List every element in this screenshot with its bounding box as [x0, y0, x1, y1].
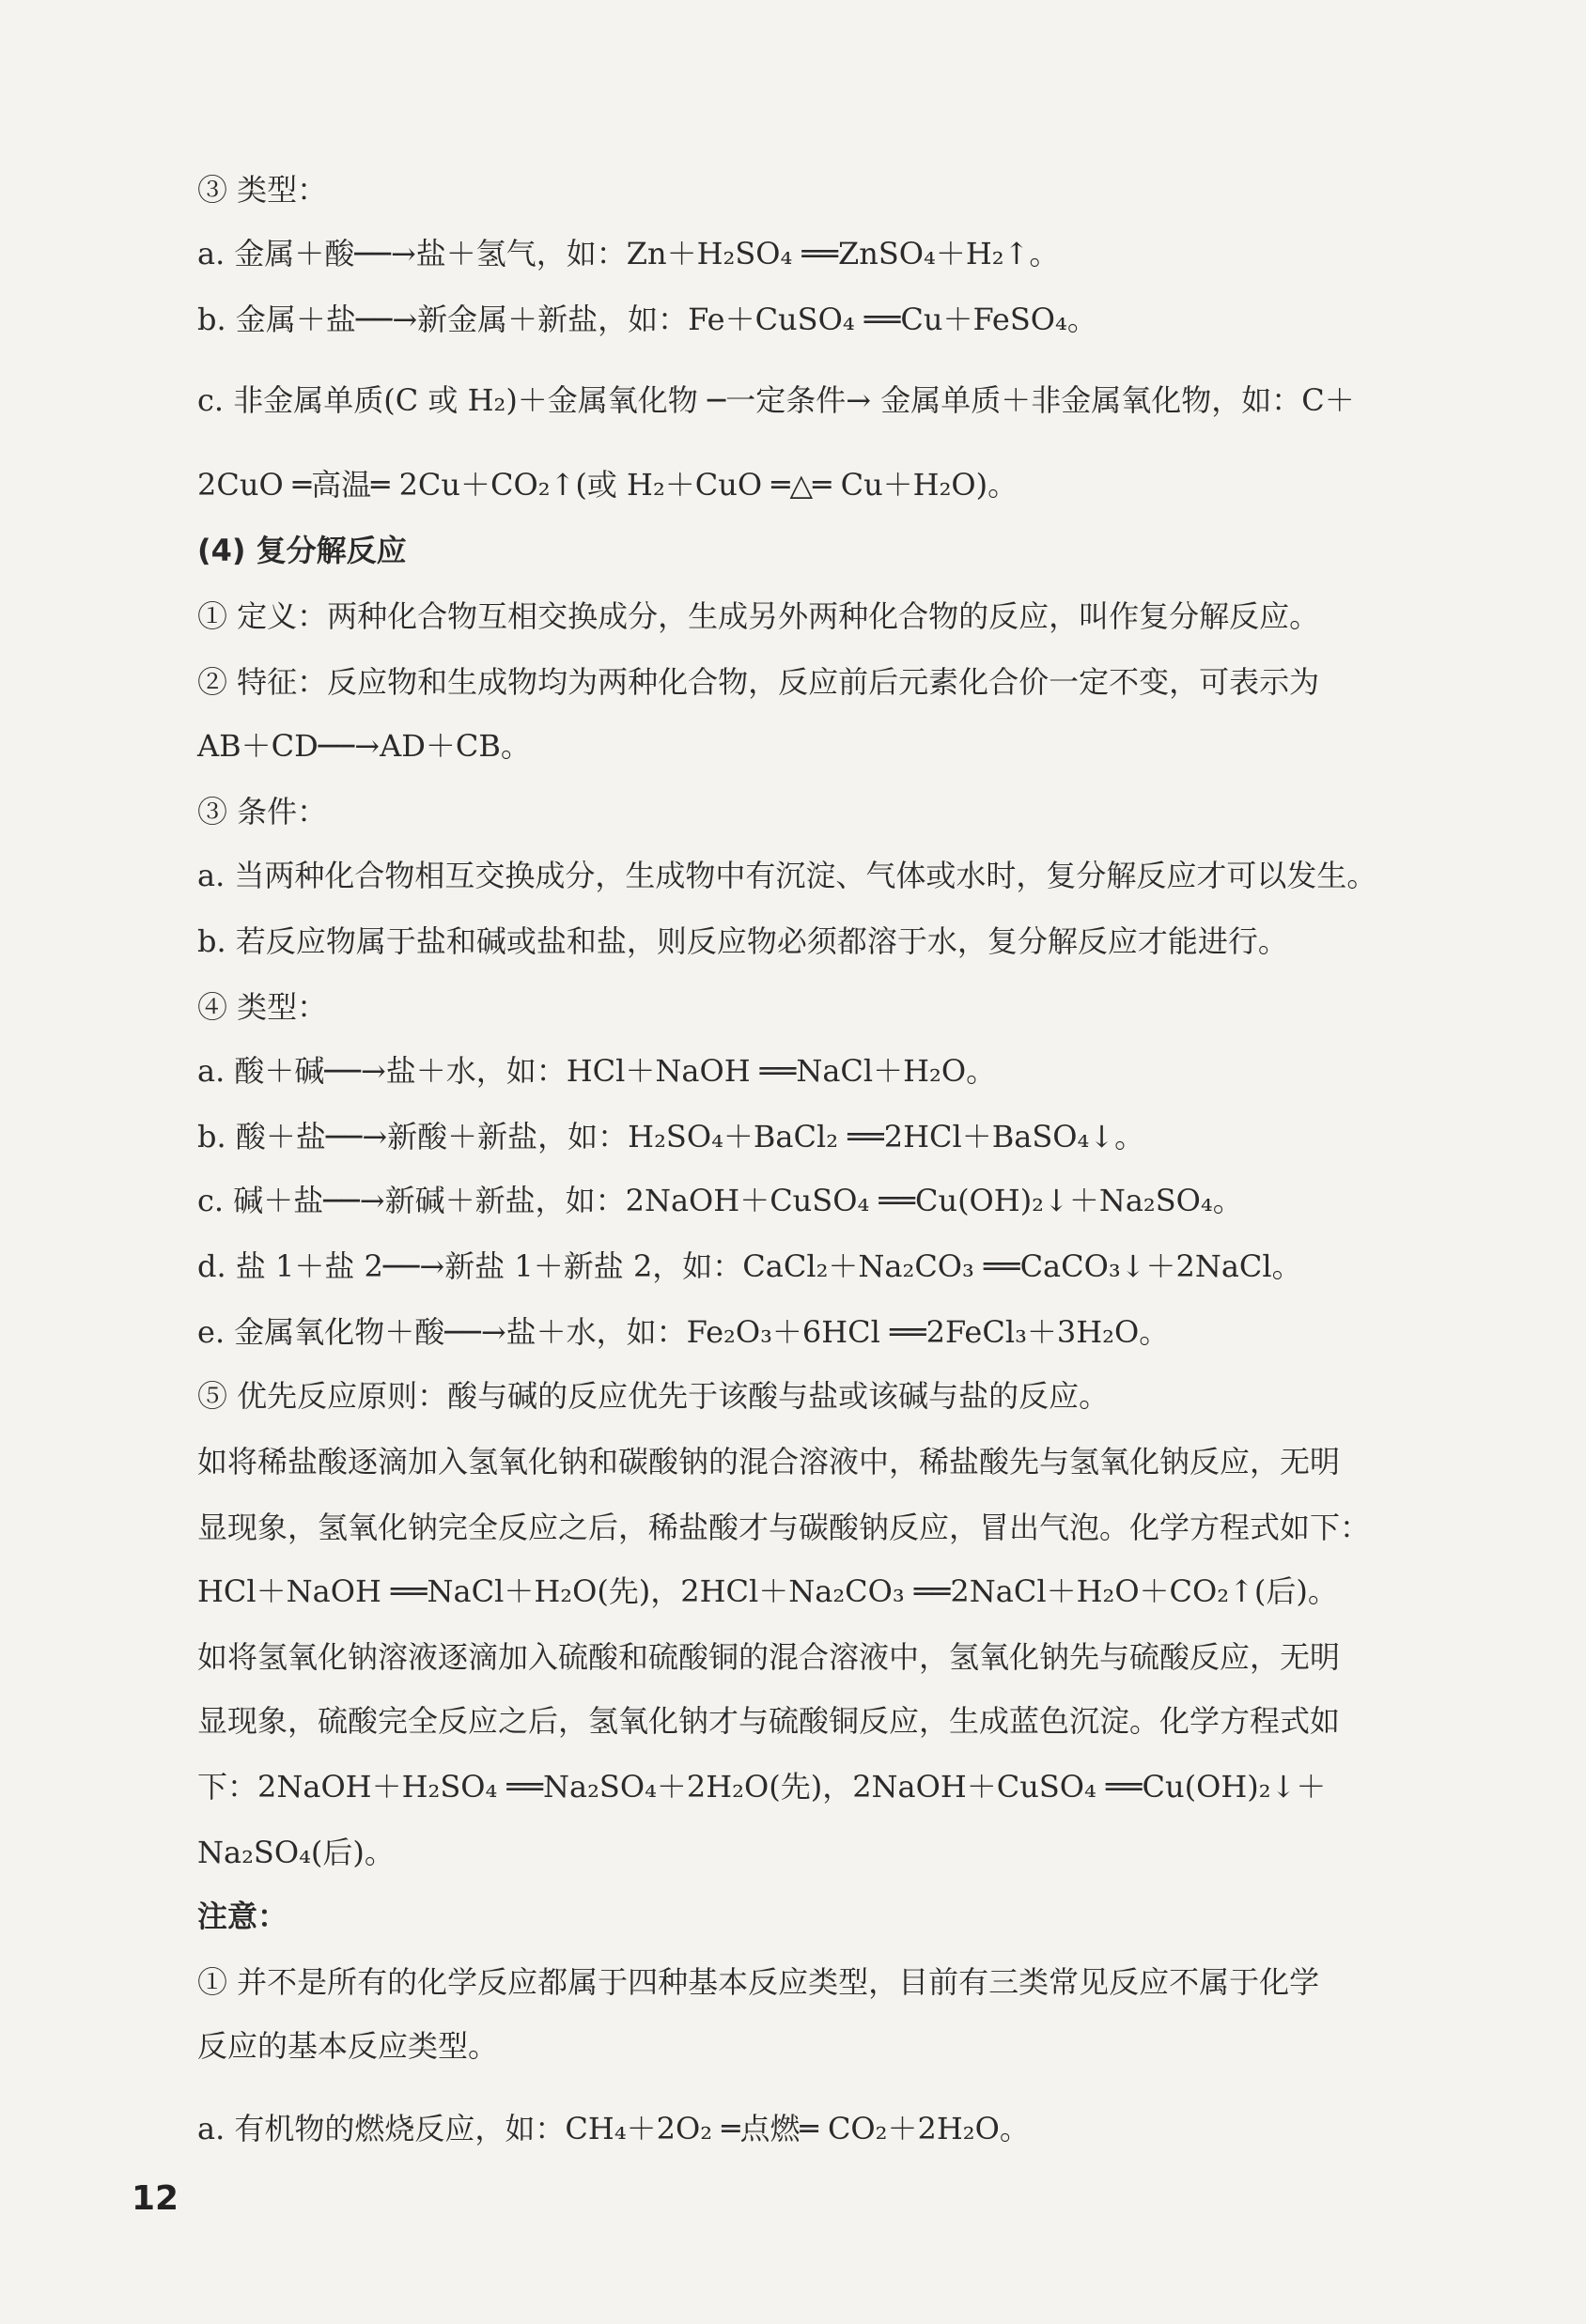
- text-line: b. 若反应物属于盐和碱或盐和盐，则反应物必须都溶于水，复分解反应才能进行。: [197, 923, 1288, 959]
- text-line: ② 特征：反应物和生成物均为两种化合物，反应前后元素化合价一定不变，可表示为: [197, 664, 1320, 700]
- text-line: d. 盐 1＋盐 2──→新盐 1＋新盐 2，如：CaCl₂＋Na₂CO₃ ══CaCO₃↓＋2NaCl。: [197, 1248, 1302, 1284]
- text-line: 下：2NaOH＋H₂SO₄ ══Na₂SO₄＋2H₂O(先)，2NaOH＋CuSO₄ ══Cu(OH)₂↓＋: [197, 1769, 1327, 1805]
- text-line: ① 并不是所有的化学反应都属于四种基本反应类型，目前有三类常见反应不属于化学: [197, 1964, 1320, 2000]
- note-heading: 注意：: [197, 1898, 288, 1934]
- text-line: ⑤ 优先反应原则：酸与碱的反应优先于该酸与盐或该碱与盐的反应。: [197, 1378, 1110, 1414]
- text-line: e. 金属氧化物＋酸──→盐＋水，如：Fe₂O₃＋6HCl ══2FeCl₃＋3H₂O。: [197, 1314, 1170, 1350]
- text-line: a. 酸＋碱──→盐＋水，如：HCl＋NaOH ══NaCl＋H₂O。: [197, 1053, 997, 1089]
- text-line: 反应的基本反应类型。: [197, 2028, 499, 2064]
- text-line: b. 金属＋盐──→新金属＋新盐，如：Fe＋CuSO₄ ══Cu＋FeSO₄。: [197, 302, 1097, 337]
- text-line: 显现象，氢氧化钠完全反应之后，稀盐酸才与碳酸钠反应，冒出气泡。化学方程式如下：: [197, 1510, 1371, 1545]
- page-number: 12: [132, 2179, 179, 2218]
- text-line: HCl＋NaOH ══NaCl＋H₂O(先)，2HCl＋Na₂CO₃ ══2NaCl＋H₂O＋CO₂↑(后)。: [197, 1573, 1338, 1609]
- text-line: ③ 条件：: [197, 794, 328, 829]
- text-line: a. 当两种化合物相互交换成分，生成物中有沉淀、气体或水时，复分解反应才可以发生。: [197, 858, 1377, 893]
- text-line: AB＋CD──→AD＋CB。: [197, 728, 531, 764]
- text-line: Na₂SO₄(后)。: [197, 1835, 395, 1870]
- text-line: ④ 类型：: [197, 989, 328, 1025]
- text-line: 显现象，硫酸完全反应之后，氢氧化钠才与硫酸铜反应，生成蓝色沉淀。化学方程式如: [197, 1703, 1341, 1739]
- text-line: c. 非金属单质(C 或 H₂)＋金属氧化物 ─一定条件→ 金属单质＋非金属氧化物，如：C＋: [197, 382, 1355, 418]
- text-line: a. 金属＋酸──→盐＋氢气，如：Zn＋H₂SO₄ ══ZnSO₄＋H₂↑。: [197, 236, 1060, 271]
- text-line: 如将氢氧化钠溶液逐滴加入硫酸和硫酸铜的混合溶液中，氢氧化钠先与硫酸反应，无明: [197, 1639, 1341, 1675]
- text-line: b. 酸＋盐──→新酸＋新盐，如：H₂SO₄＋BaCl₂ ══2HCl＋BaSO₄↓。: [197, 1119, 1145, 1154]
- text-line: c. 碱＋盐──→新碱＋新盐，如：2NaOH＋CuSO₄ ══Cu(OH)₂↓＋Na₂SO₄。: [197, 1183, 1243, 1218]
- text-line: ① 定义：两种化合物互相交换成分，生成另外两种化合物的反应，叫作复分解反应。: [197, 598, 1320, 634]
- text-line: 2CuO ═高温═ 2Cu＋CO₂↑(或 H₂＋CuO ═△═ Cu＋H₂O)。: [197, 467, 1018, 503]
- text-line: a. 有机物的燃烧反应，如：CH₄＋2O₂ ═点燃═ CO₂＋2H₂O。: [197, 2111, 1030, 2146]
- text-line: 如将稀盐酸逐滴加入氢氧化钠和碳酸钠的混合溶液中，稀盐酸先与氢氧化钠反应，无明: [197, 1444, 1341, 1480]
- text-line: ③ 类型：: [197, 172, 328, 208]
- section-heading: (4) 复分解反应: [197, 533, 407, 568]
